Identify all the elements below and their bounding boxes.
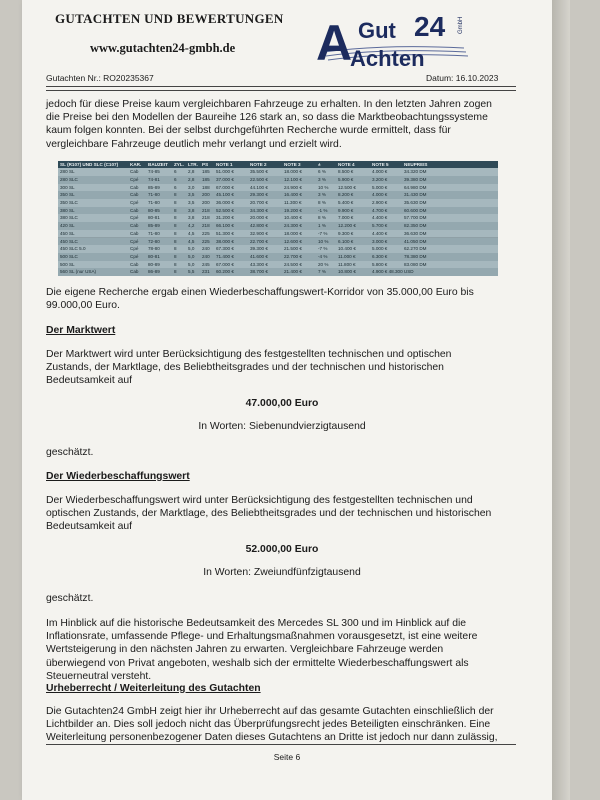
table-cell: 35.500 € bbox=[250, 169, 268, 175]
table-cell: Cab bbox=[130, 230, 139, 236]
table-cell: 71-80 bbox=[148, 230, 160, 236]
text-line: Bedeutsamkeit auf bbox=[46, 375, 133, 387]
table-cell: 4.400 € bbox=[372, 215, 388, 221]
table-cell: 8 bbox=[174, 269, 177, 275]
text-line: Der Wiederbeschaffungswert wird unter Berücksichtigung des festgestellten technischen und bbox=[46, 495, 473, 506]
table-cell: 8 bbox=[174, 192, 177, 198]
table-cell: 5,0 bbox=[188, 261, 195, 267]
table-cell: 560 SL (nur USA) bbox=[60, 269, 97, 275]
table-row bbox=[58, 191, 498, 199]
table-cell: 8 bbox=[174, 207, 177, 213]
table-cell: Cpé bbox=[130, 200, 139, 205]
table-cell: 231 bbox=[202, 269, 210, 275]
logo-number: 24 bbox=[414, 11, 446, 42]
table-cell: Cpé bbox=[130, 176, 139, 182]
table-cell: 71-80 bbox=[148, 200, 160, 205]
table-cell: 24.900 € bbox=[284, 184, 302, 190]
table-cell: 5.400 € bbox=[338, 200, 354, 205]
table-cell: 52.500 € bbox=[216, 207, 234, 213]
table-cell: 5.000 € bbox=[372, 184, 388, 190]
marktwert-in-words: In Worten: Siebenundvierzigtausend bbox=[198, 421, 366, 432]
table-cell: 500 SLC bbox=[60, 253, 78, 259]
header-rule-2 bbox=[46, 90, 516, 91]
footer-rule bbox=[46, 744, 516, 745]
table-cell: 8 bbox=[174, 238, 177, 244]
text-line: Der Marktwert wird unter Berücksichtigung des festgestellten technischen und optischen bbox=[46, 349, 452, 360]
table-cell: 6.100 € bbox=[338, 238, 354, 244]
table-cell: Cpé bbox=[130, 253, 139, 259]
table-row bbox=[58, 176, 498, 184]
company-name: GUTACHTEN UND BEWERTUNGEN bbox=[55, 11, 284, 26]
table-cell: Cpé bbox=[130, 215, 139, 221]
table-cell: 8 % bbox=[318, 215, 326, 221]
table-cell: 31.200 € bbox=[216, 215, 234, 221]
table-cell: 82.350 DM bbox=[404, 223, 427, 229]
table-header-cell: KAR. bbox=[130, 162, 142, 167]
table-cell: 51.000 € bbox=[216, 169, 234, 175]
table-cell: 8 bbox=[174, 261, 177, 267]
table-cell: 218 bbox=[202, 223, 210, 229]
table-cell: 67.000 € bbox=[216, 261, 234, 267]
table-cell: -7 % bbox=[318, 230, 328, 236]
table-cell: 10.400 € bbox=[284, 215, 302, 221]
table-cell: 11.300 € bbox=[284, 200, 302, 205]
table-cell: 200 bbox=[202, 192, 210, 198]
table-cell: Cab bbox=[130, 192, 139, 198]
table-cell: 42.800 € bbox=[250, 223, 268, 229]
urheberrecht-heading: Urheberrecht / Weiterleitung des Gutachten bbox=[46, 683, 261, 694]
table-cell: 4,2 bbox=[188, 223, 195, 229]
table-cell: 20.000 € bbox=[250, 215, 268, 221]
table-cell: 350 SL bbox=[60, 192, 75, 198]
table-header-cell: LTR. bbox=[188, 162, 198, 167]
table-cell: 35.630 DM bbox=[404, 200, 427, 205]
table-cell: 225 bbox=[202, 230, 210, 236]
table-cell: 10.400 € bbox=[338, 246, 356, 252]
table-cell: 36.630 DM bbox=[404, 230, 427, 236]
table-cell: 12.200 € bbox=[338, 223, 356, 229]
table-cell: 6 % bbox=[318, 169, 326, 175]
table-cell: 60.600 DM bbox=[404, 207, 427, 213]
table-cell: 4.700 € bbox=[372, 207, 388, 213]
table-cell: 78.380 DM bbox=[404, 253, 427, 259]
table-cell: 450 SL bbox=[60, 230, 75, 236]
table-cell: 240 bbox=[202, 246, 210, 252]
table-header-cell: NOTE 2 bbox=[250, 162, 267, 167]
report-number: Gutachten Nr.: RO20235367 bbox=[46, 73, 154, 83]
text-line: Wertsteigerung in den nächsten Jahren zu erwarten. Vergleichbare Fahrzeuge werden bbox=[46, 644, 444, 656]
table-cell: 1 % bbox=[318, 223, 326, 229]
table-cell: 60.200 € bbox=[216, 269, 234, 275]
urheberrecht-text bbox=[46, 705, 518, 745]
table-cell: 10.800 € bbox=[338, 269, 356, 275]
header-rule bbox=[46, 86, 516, 87]
table-cell: 80-81 bbox=[148, 215, 160, 221]
table-cell: 3,8 bbox=[188, 207, 195, 213]
table-cell: 3 % bbox=[318, 176, 326, 182]
table-cell: 5,5 bbox=[188, 269, 195, 275]
table-cell: 280 SL bbox=[60, 169, 75, 175]
wbw-in-words: In Worten: Zweiundfünfzigtausend bbox=[203, 567, 361, 578]
logo-line2: Achten bbox=[350, 46, 425, 71]
table-cell: 80-89 bbox=[148, 261, 160, 267]
table-cell: 38.700 € bbox=[250, 269, 268, 275]
wbw-closing: geschätzt. bbox=[46, 593, 94, 604]
table-header-cell: ZYL. bbox=[174, 162, 184, 167]
table-cell: 4.900 € 48.300 USD bbox=[372, 269, 414, 275]
marktwert-value: 47.000,00 Euro bbox=[245, 398, 319, 409]
text-line: Im Hinblick auf die historische Bedeutsamkeit des Mercedes SL 300 und im Hinblick auf die bbox=[46, 618, 467, 629]
table-cell: 2,8 bbox=[188, 176, 195, 182]
table-cell: -1 % bbox=[318, 207, 328, 213]
table-cell: 24.500 € bbox=[284, 261, 302, 267]
table-row bbox=[58, 261, 498, 269]
table-cell: 5.900 € bbox=[338, 176, 354, 182]
table-row bbox=[58, 245, 498, 253]
table-cell: 4.000 € bbox=[372, 169, 388, 175]
logo-suffix: GmbH bbox=[458, 16, 464, 34]
table-row bbox=[58, 238, 498, 246]
table-cell: 22.700 € bbox=[284, 253, 302, 259]
table-cell: 450 SLC bbox=[60, 238, 78, 244]
text-line: Die eigene Recherche ergab einen Wiederbeschaffungswert-Korridor von 35.000,00 Euro bis bbox=[46, 287, 474, 298]
table-cell: 67.000 € bbox=[216, 184, 234, 190]
logo-big-a: A bbox=[316, 15, 353, 71]
table-cell: 32.900 € bbox=[250, 230, 268, 236]
table-header-cell: NOTE 4 bbox=[338, 162, 355, 167]
table-cell: 12.100 € bbox=[284, 176, 302, 182]
text-line: Steuerneutral versteht. bbox=[46, 670, 152, 682]
text-line: Zustands, der Marktlage, des Beliebtheitsgrades und der technischen und historischen bbox=[46, 362, 444, 374]
table-cell: 24.300 € bbox=[284, 223, 302, 229]
table-cell: 12.600 € bbox=[284, 238, 302, 244]
table-row bbox=[58, 214, 498, 222]
table-cell: Cab bbox=[130, 223, 139, 229]
table-cell: 4,5 bbox=[188, 238, 195, 244]
table-cell: 78-80 bbox=[148, 246, 160, 252]
table-cell: 188 bbox=[202, 184, 210, 190]
table-header-cell: NOTE 5 bbox=[372, 162, 389, 167]
table-cell: 43.300 € bbox=[250, 261, 268, 267]
table-cell: Cab bbox=[130, 169, 139, 175]
table-cell: 18.000 € bbox=[284, 230, 302, 236]
table-cell: 450 SLC 5.0 bbox=[60, 246, 86, 252]
table-cell: 57.700 DM bbox=[404, 215, 427, 221]
table-cell: 7.000 € bbox=[338, 215, 354, 221]
table-cell: 62.270 DM bbox=[404, 246, 427, 252]
table-cell: 72-80 bbox=[148, 238, 160, 244]
table-cell: 16.400 € bbox=[284, 192, 302, 198]
table-cell: 67.300 € bbox=[216, 246, 234, 252]
marktwert-heading: Der Marktwert bbox=[46, 325, 116, 336]
wbw-value: 52.000,00 Euro bbox=[245, 544, 319, 555]
table-cell: 85-89 bbox=[148, 223, 160, 229]
table-header-cell: NEUPREIS bbox=[404, 162, 428, 167]
table-row bbox=[58, 253, 498, 261]
table-cell: 74-81 bbox=[148, 176, 160, 182]
table-cell: Cab bbox=[130, 269, 139, 275]
table-cell: 420 SL bbox=[60, 223, 75, 229]
table-cell: 64.980 DM bbox=[404, 184, 427, 190]
table-cell: 41.600 € bbox=[250, 253, 268, 259]
text-line: 99.000,00 Euro. bbox=[46, 300, 120, 312]
table-cell: 6 bbox=[174, 184, 177, 190]
table-cell: 200 bbox=[202, 200, 210, 205]
table-cell: 8 bbox=[174, 200, 177, 205]
table-cell: 12.500 € bbox=[338, 184, 356, 190]
table-cell: Cpé bbox=[130, 246, 139, 252]
table-cell: 8 bbox=[174, 223, 177, 229]
table-row bbox=[58, 268, 498, 276]
table-cell: 380 SLC bbox=[60, 215, 78, 221]
table-cell: 3 % bbox=[318, 192, 326, 198]
text-line: Inflationsrate, umfassende Pflege- und Erhaltungsmaßnahmen vorausgesetzt, ist eine weitere bbox=[46, 631, 478, 643]
table-cell: 71.400 € bbox=[216, 253, 234, 259]
table-cell: 7 % bbox=[318, 269, 326, 275]
table-cell: 85-89 bbox=[148, 184, 160, 190]
table-cell: 83.080 DM bbox=[404, 261, 427, 267]
table-cell: 29.300 € bbox=[250, 192, 268, 198]
table-cell: 8 bbox=[174, 253, 177, 259]
table-row bbox=[58, 199, 498, 207]
company-url[interactable]: www.gutachten24-gmbh.de bbox=[90, 41, 236, 55]
table-cell: 3.000 € bbox=[372, 238, 388, 244]
table-cell: 5,0 bbox=[188, 253, 195, 259]
text-line: Lichtbilder an. Dies soll jedoch nicht das Überprüfungsrecht jedes Beteiligten einschränken. Eine bbox=[46, 719, 491, 731]
wbw-heading: Der Wiederbeschaffungswert bbox=[46, 471, 190, 482]
page-number: Seite 6 bbox=[273, 752, 301, 762]
table-row bbox=[58, 207, 498, 215]
table-cell: 5.000 € bbox=[372, 246, 388, 252]
table-cell: 225 bbox=[202, 238, 210, 244]
table-header-cell: SL (R107) UND SLC (C107) bbox=[60, 162, 119, 167]
table-cell: 37.000 € bbox=[216, 176, 234, 182]
text-line: die Preise bei den Modellen der Baureihe 126 stark an, so dass die Marktbeobachtungssysteme bbox=[46, 112, 488, 124]
table-header-cell: NOTE 3 bbox=[284, 162, 301, 167]
table-cell: 185 bbox=[202, 169, 210, 175]
table-cell: 86-89 bbox=[148, 269, 160, 275]
text-line: Weiterleitung personenbezogener Daten dieses Gutachtens an Dritte ist jedoch nur dann zulässig, bbox=[46, 732, 498, 744]
table-cell: 3,5 bbox=[188, 192, 195, 198]
table-cell: 3,0 bbox=[188, 184, 195, 190]
intro-paragraph bbox=[46, 98, 518, 151]
corridor-paragraph bbox=[46, 286, 518, 312]
table-cell: 500 SL bbox=[60, 261, 75, 267]
table-cell: 38.000 € bbox=[216, 238, 234, 244]
table-cell: 11.800 € bbox=[338, 261, 356, 267]
table-cell: 218 bbox=[202, 215, 210, 221]
table-cell: 280 SLC bbox=[60, 176, 78, 182]
text-line: jedoch für diese Preise kaum vergleichbaren Fahrzeuge zu erhalten. In den letzten Jahren zogen bbox=[46, 99, 492, 110]
table-cell: 74-85 bbox=[148, 169, 160, 175]
text-line: Bedeutsamkeit auf bbox=[46, 521, 133, 533]
table-cell: Cab bbox=[130, 261, 139, 267]
table-cell: Cpé bbox=[130, 238, 139, 244]
text-line: kaum folgen konnten. Bei der selbst durchgeführten Recherche wurde ermittelt, dass für bbox=[46, 125, 451, 137]
table-header-cell: PS bbox=[202, 162, 209, 167]
table-cell: 45.100 € bbox=[216, 192, 234, 198]
outlook-paragraph bbox=[46, 617, 518, 683]
table-cell: 20 % bbox=[318, 261, 329, 267]
table-cell: 8.500 € bbox=[338, 169, 354, 175]
table-cell: -4 % bbox=[318, 253, 328, 259]
table-row bbox=[58, 168, 498, 176]
table-cell: 240 bbox=[202, 253, 210, 259]
table-cell: 8 bbox=[174, 215, 177, 221]
table-cell: 6 bbox=[174, 176, 177, 182]
table-cell: 19.200 € bbox=[284, 207, 302, 213]
price-comparison-table bbox=[58, 161, 498, 275]
table-cell: 66.100 € bbox=[216, 223, 234, 229]
table-cell: 3,5 bbox=[188, 200, 195, 205]
table-cell: 10 % bbox=[318, 184, 329, 190]
table-cell: 21.500 € bbox=[284, 246, 302, 252]
document-page bbox=[22, 0, 552, 800]
table-cell: 3,8 bbox=[188, 215, 195, 221]
table-cell: 10 % bbox=[318, 238, 329, 244]
table-cell: 300 SL bbox=[60, 184, 75, 190]
table-cell: 31.430 DM bbox=[404, 192, 427, 198]
table-cell: 4.400 € bbox=[372, 230, 388, 236]
table-row bbox=[58, 184, 498, 192]
table-cell: 36.000 € bbox=[216, 200, 234, 205]
table-cell: Cab bbox=[130, 207, 139, 213]
table-cell: 8 % bbox=[318, 200, 326, 205]
table-cell: 34.320 DM bbox=[404, 169, 427, 175]
table-cell: 20.700 € bbox=[250, 200, 268, 205]
table-cell: 4.000 € bbox=[372, 192, 388, 198]
table-cell: 6.300 € bbox=[372, 253, 388, 259]
table-cell: 8 bbox=[174, 246, 177, 252]
table-cell: 5.700 € bbox=[372, 223, 388, 229]
table-cell: 218 bbox=[202, 207, 210, 213]
report-date: Datum: 16.10.2023 bbox=[426, 73, 499, 83]
table-cell: 22.500 € bbox=[250, 176, 268, 182]
text-line: optischen Zustands, der Marktlage, des Beliebtheitsgrades und der technischen und historischen bbox=[46, 508, 492, 520]
table-cell: 8.200 € bbox=[338, 192, 354, 198]
text-line: Die Gutachten24 GmbH zeigt hier ihr Urheberrecht auf das gesamte Gutachten einschließlich der bbox=[46, 706, 494, 717]
table-cell: 39.300 € bbox=[250, 246, 268, 252]
marktwert-text bbox=[46, 348, 518, 388]
table-header-cell: NOTE 1 bbox=[216, 162, 233, 167]
table-cell: 185 bbox=[202, 176, 210, 182]
gutachten24-logo bbox=[314, 8, 490, 72]
table-header-cell: ± bbox=[318, 162, 321, 167]
wbw-text bbox=[46, 494, 518, 534]
table-cell: 21.400 € bbox=[284, 269, 302, 275]
table-cell: 41.050 DM bbox=[404, 238, 427, 244]
table-header-cell: BAUZEIT bbox=[148, 162, 168, 167]
table-cell: 9.300 € bbox=[338, 230, 354, 236]
table-cell: 350 SLC bbox=[60, 200, 78, 205]
table-cell: -7 % bbox=[318, 246, 328, 252]
text-line: überwiegend von Privat angeboten, weshalb sich der ermittelte Wiederbeschaffungswert als bbox=[46, 657, 469, 669]
table-cell: 51.300 € bbox=[216, 230, 234, 236]
table-cell: 9.900 € bbox=[338, 207, 354, 213]
table-cell: 71-80 bbox=[148, 192, 160, 198]
table-row bbox=[58, 230, 498, 238]
table-row bbox=[58, 222, 498, 230]
table-cell: 380 SL bbox=[60, 207, 75, 213]
table-cell: 245 bbox=[202, 261, 210, 267]
table-cell: 3.200 € bbox=[372, 176, 388, 182]
table-cell bbox=[402, 268, 492, 276]
table-cell: 8 bbox=[174, 230, 177, 236]
text-line: vergleichbare Fahrzeuge deutlich mehr verlangt und erzielt wird. bbox=[46, 138, 342, 150]
table-cell: 11.000 € bbox=[338, 253, 356, 259]
table-cell: 5.800 € bbox=[372, 261, 388, 267]
table-cell: 2,8 bbox=[188, 169, 195, 175]
table-cell: 80-85 bbox=[148, 207, 160, 213]
table-cell: 5,0 bbox=[188, 246, 195, 252]
table-cell: 44.100 € bbox=[250, 184, 268, 190]
logo-line1: Gut bbox=[358, 18, 396, 43]
table-cell: 2.900 € bbox=[372, 200, 388, 205]
table-cell: 34.300 € bbox=[250, 207, 268, 213]
marktwert-closing: geschätzt. bbox=[46, 447, 94, 458]
table-cell: 39.380 DM bbox=[404, 176, 427, 182]
table-cell: 22.700 € bbox=[250, 238, 268, 244]
table-cell: 18.000 € bbox=[284, 169, 302, 175]
table-cell: 6 bbox=[174, 169, 177, 175]
table-cell: 4,5 bbox=[188, 230, 195, 236]
table-cell: Cab bbox=[130, 184, 139, 190]
table-cell: 80-81 bbox=[148, 253, 160, 259]
